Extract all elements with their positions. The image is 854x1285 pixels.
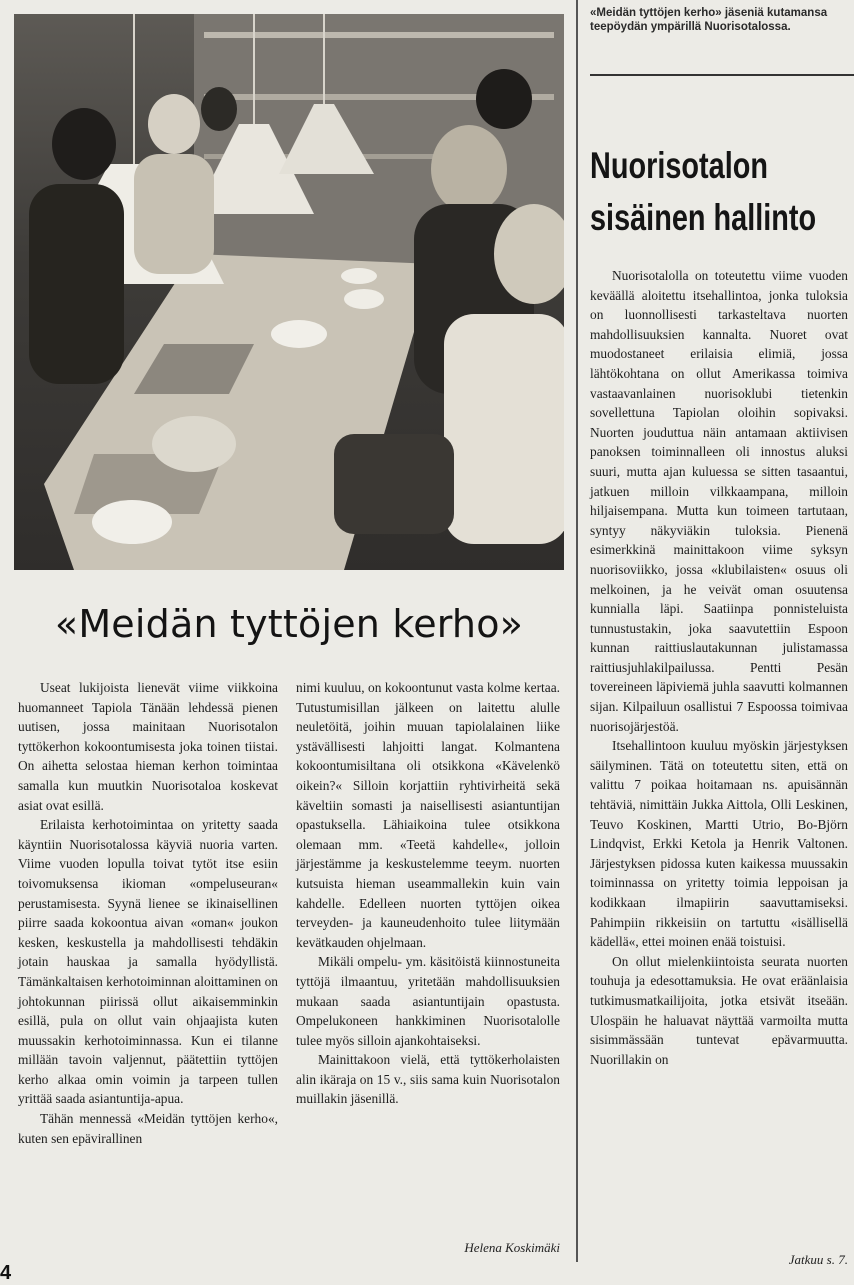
club-photo-illustration bbox=[14, 14, 564, 570]
paragraph: Tähän mennessä «Meidän tyttöjen kerho«, kuten sen epävirallinen bbox=[18, 1111, 278, 1146]
paragraph: Mikäli ompelu- ym. käsitöistä kiinnostuneita tyttöjä ilmaantuu, yritetään mahdollisuuksien mukaan saada asiantuntijain opastusta. Ompelukoneen hankkiminen Nuorisotalolle tulee myös silloin ajankohtaiseksi. bbox=[296, 954, 560, 1048]
paragraph: Mainittakoon vielä, että tyttökerholaisten alin ikäraja on 15 v., siis sama kuin Nuorisotalon muillakin jäsenillä. bbox=[296, 1052, 560, 1107]
caption-divider bbox=[590, 74, 854, 76]
paragraph: Useat lukijoista lienevät viime viikkoina huomanneet Tapiola Tänään lehdessä pienen uutisen, jossa mainitaan Nuorisotalon tyttökerhon kokoontumisesta joka toinen tiistai. On aihetta selostaa hieman kerhon toimintaa samalla kun muutkin Nuorisotaloa koskevat asiat ovat esillä. bbox=[18, 680, 278, 813]
side-article-text bbox=[590, 266, 848, 1069]
article-column-1 bbox=[18, 678, 278, 1148]
paragraph: nimi kuuluu, on kokoontunut vasta kolme kertaa. Tutustumisillan jälkeen on laitettu alulle neuletöitä, joihin muuan tapiolalainen liike ystävällisesti lahjoitti langat. Kolmantena kokoontumisiltana oli otsikkona «Kävelenkö oikein?« Silloin korjattiin ryhtivirheitä sekä käveltiin somasti ja naisellisesti asiantuntijan opastuksella. Lähiaikoina tulee otsikkona olemaan mm. «Teetä kahdelle«, jolloin järjestämme ja keskustelemme teeym. nuorten kutsuista hieman useammallekin kuin vain kahdelle. Edelleen nuorten tyttöjen oikea terveyden- ja kauneudenhoito tulee liitymään kevätkauden ohjelmaan. bbox=[296, 680, 560, 950]
paragraph: Itsehallintoon kuuluu myöskin järjestyksen säilyminen. Tätä on toteutettu siten, että on valittu 7 poikaa hoitamaan ns. apuisännän tehtäviä, nimittäin Jukka Aittola, Olli Leskinen, Teuvo Koskinen, Martti Utrio, Bo-Björn Lindqvist, Erkki Ketola ja Henrik Valtonen. Järjestyksen pidossa kuten kaikessa muussakin toiminnassa on yritetty toimia leppoisan ja kodikkaan ilmapiirin saavuttamiseksi. Pahimpiin rikkeisiin on tartuttu «isällisellä kädellä«, ettei moinen enää toistuisi. bbox=[590, 738, 848, 950]
column-divider bbox=[576, 0, 578, 1262]
article-column-2 bbox=[296, 678, 560, 1109]
side-heading-line-2: sisäinen hallinto bbox=[590, 197, 817, 238]
side-heading-line-1: Nuorisotalon bbox=[590, 145, 768, 186]
article-title: «Meidän tyttöjen kerho» bbox=[54, 602, 524, 646]
author-signature: Helena Koskimäki bbox=[464, 1240, 560, 1255]
paragraph: On ollut mielenkiintoista seurata nuorten touhuja ja edesottamuksia. He ovat eräänlaisia tutkimusmatkailijoita, jotka etsivät itseään. Ulospäin he haluavat näyttää varmoilta mutta sisimmässään tuntevat epävarmuutta. Nuorillakin on bbox=[590, 953, 848, 1067]
paragraph: Nuorisotalolla on toteutettu viime vuoden keväällä aloitettu itsehallintoa, jonka tuloksia on luonnollisesti tarkasteltava nuorten mahdollisuuksien kannalta. Nuoret ovat muodostaneet erilaisia elimiä, jossa lähtökohtana on ollut Amerikassa toimiva vastaavanlainen nuorisoklubi tietenkin sovellettuna Tapiolan oloihin sopivaksi. Nuorten jouduttua näin antamaan aktiivisen panoksen toiminnalleen oli innostus aluksi suuri, mutta ajan kuluessa se sitten tasaantui, jatkuen milloin vilkkaampana, milloin hiljaisempana. Mutta kun toimeen tartutaan, syntyy näkyviäkin tuloksia. Pienenä esimerkkinä mainittakoon viime syksyn nuorisoviikko, jossa «klubilaisten« osuus oli melkoinen, ja he veivät oman osuutensa kunnialla läpi. Saatiinpa ponnisteluista tunnustustakin, joka saavutettiin Espoon kunnan raittiuslautakunnan julistamassa raittiusjuhlakilpailussa. Pentti Pesän tovereineen läpiviemä juhla saavutti kolmannen sijan. Kilpailuun osallistui 7 Espoossa toimivaa nuorisojärjestöä. bbox=[590, 268, 848, 734]
photo-caption: «Meidän tyttöjen kerho» jäseniä kutamansa teepöydän ympärillä Nuorisotalossa. bbox=[590, 7, 828, 33]
page-number: 4 bbox=[0, 1262, 12, 1284]
continued-note: Jatkuu s. 7. bbox=[788, 1252, 848, 1267]
paragraph: Erilaista kerhotoimintaa on yritetty saada käyntiin Nuorisotalossa käyviä nuoria varten. Viime vuoden lopulla toivat tytöt itse esiin toivomuksensa ikioman «ompeluseuran« perustamisesta. Syynä lienee se ikinaisellinen piirre saada kokoontua aivan «oman« joukon kesken, keskustella ja mahdollisesti tehdäkin jotain hauskaa ja samalla hyödyllistä. Tämänkaltaisen kerhotoiminnan aloittaminen on johtokunnan piirissä ollut aikaisemminkin esillä, pula on ollut vain ohjaajista kuten muussakin kerhotoiminnassa. Kun ei tilanne millään tavoin valjennut, päätettiin tyttöjen kerho alkaa omin voimin ja tarpeen tullen yrittää saada asiantuntija-apua. bbox=[18, 817, 278, 1107]
club-photo bbox=[14, 14, 564, 570]
side-article-heading bbox=[590, 140, 817, 244]
